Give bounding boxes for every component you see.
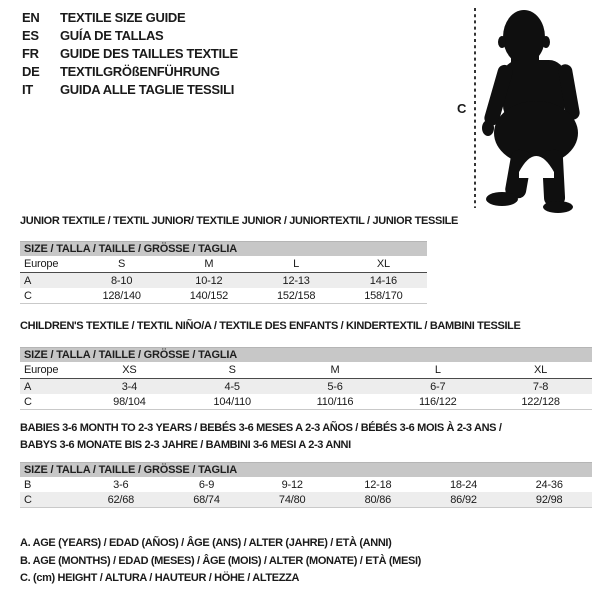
footnote-line: A. AGE (YEARS) / EDAD (AÑOS) / ÂGE (ANS) / ALTER (JAHRE) / ETÀ (ANNI) <box>20 537 392 549</box>
language-row <box>22 80 238 98</box>
junior-textile-section <box>20 213 458 304</box>
table-cell: M <box>204 258 214 270</box>
table-cell: 128/140 <box>102 289 141 302</box>
table-cell: 12-18 <box>364 478 392 491</box>
table-cell: 74/80 <box>278 493 306 506</box>
row-label: B <box>24 478 32 491</box>
table-cell: 122/128 <box>521 395 560 408</box>
table-cell: L <box>434 364 441 376</box>
table-row <box>20 394 592 410</box>
size-header: SIZE / TALLA / TAILLE / GRÖSSE / TAGLIA <box>20 241 427 256</box>
table-cell: 116/122 <box>419 395 457 408</box>
table-title <box>20 318 592 335</box>
table-cell: 3-6 <box>113 478 129 491</box>
row-label: A <box>24 274 32 287</box>
table-row <box>20 256 427 273</box>
baby-foot-right <box>543 201 573 213</box>
table-cell: 6-9 <box>198 478 215 491</box>
language-row <box>22 62 238 80</box>
table-body <box>20 362 592 410</box>
table-cell: 104/110 <box>213 395 251 408</box>
language-label: GUIDA ALLE TAGLIE TESSILI <box>60 81 235 97</box>
footnotes <box>20 535 421 588</box>
row-label: Europe <box>24 258 59 270</box>
table-cell: 9-12 <box>281 478 303 491</box>
table-cell: 3-4 <box>121 380 138 393</box>
babies-textile-section <box>20 420 592 508</box>
table-title-line: BABIES 3-6 MONTH TO 2-3 YEARS / BEBÉS 3-6 MESES A 2-3 AÑOS / BÉBÉS 3-6 MOIS À 2-3 ANS / <box>20 422 502 434</box>
table-cell: 24-36 <box>535 478 563 491</box>
row-label: Europe <box>24 364 59 376</box>
size-figure <box>455 0 600 215</box>
language-code: EN <box>22 9 40 25</box>
table-cell: XL <box>376 258 390 270</box>
table-cell: 86/92 <box>450 493 477 506</box>
language-code: IT <box>22 81 33 97</box>
language-list <box>22 8 238 98</box>
baby-silhouette <box>455 0 600 215</box>
table-row <box>20 379 592 394</box>
table-row <box>20 288 427 304</box>
language-label: TEXTILE SIZE GUIDE <box>60 9 186 25</box>
table-cell: 68/74 <box>193 493 220 506</box>
language-label: GUIDE DES TAILLES TEXTILE <box>60 45 238 61</box>
table-cell: 14-16 <box>369 274 397 287</box>
table-title-line: CHILDREN'S TEXTILE / TEXTIL NIÑO/A / TEXTILE DES ENFANTS / KINDERTEXTIL / BAMBINI TESSILE <box>20 320 521 332</box>
row-label: C <box>24 289 32 302</box>
table-body <box>20 256 427 304</box>
table-cell: 5-6 <box>327 380 343 393</box>
size-header: SIZE / TALLA / TAILLE / GRÖSSE / TAGLIA <box>20 462 592 477</box>
baby-shorts <box>494 101 578 165</box>
table-cell: 80/86 <box>364 493 392 506</box>
height-measure-label: C <box>457 101 467 116</box>
table-cell: 8-10 <box>111 274 133 287</box>
table-row <box>20 477 592 492</box>
baby-foot-left <box>486 192 518 206</box>
children-size-table <box>20 347 592 410</box>
footnote-line: C. (cm) HEIGHT / ALTURA / HAUTEUR / HÖHE / ALTEZZA <box>20 572 300 584</box>
language-label: TEXTILGRÖßENFÜHRUNG <box>60 63 220 79</box>
table-cell: 158/170 <box>364 289 403 302</box>
table-cell: 62/68 <box>107 493 135 506</box>
table-cell: L <box>293 258 300 270</box>
table-cell: XL <box>534 364 548 376</box>
table-cell: 152/158 <box>276 289 316 302</box>
table-cell: S <box>118 258 126 270</box>
table-title-line: BABYS 3-6 MONATE BIS 2-3 JAHRE / BAMBINI 3-6 MESI A 2-3 ANNI <box>20 439 351 451</box>
table-cell: 18-24 <box>449 478 478 491</box>
table-cell: 6-7 <box>430 380 446 393</box>
table-cell: 10-12 <box>195 274 223 287</box>
table-cell: 4-5 <box>224 380 240 393</box>
children-textile-section <box>20 318 592 410</box>
junior-size-table <box>20 241 427 304</box>
size-header: SIZE / TALLA / TAILLE / GRÖSSE / TAGLIA <box>20 347 592 362</box>
table-body <box>20 477 592 508</box>
row-label: C <box>24 493 32 506</box>
language-code: DE <box>22 63 40 79</box>
language-code: FR <box>22 45 39 61</box>
table-row <box>20 362 592 379</box>
table-cell: 7-8 <box>532 380 549 393</box>
language-label: GUÍA DE TALLAS <box>60 27 164 43</box>
language-row <box>22 44 238 62</box>
row-label: C <box>24 395 32 408</box>
table-title <box>20 213 458 230</box>
table-title-line: JUNIOR TEXTILE / TEXTIL JUNIOR/ TEXTILE JUNIOR / JUNIORTEXTIL / JUNIOR TESSILE <box>20 215 459 227</box>
table-cell: 140/152 <box>189 289 229 302</box>
table-cell: 92/98 <box>535 493 563 506</box>
table-cell: XS <box>122 364 137 376</box>
table-cell: S <box>228 364 236 376</box>
table-cell: 12-13 <box>282 274 310 287</box>
table-cell: M <box>330 364 340 376</box>
table-row <box>20 492 592 508</box>
row-label: A <box>24 380 32 393</box>
footnote-line: B. AGE (MONTHS) / EDAD (MESES) / ÂGE (MOIS) / ALTER (MONATE) / ETÀ (MESI) <box>20 554 421 567</box>
table-cell: 98/104 <box>113 395 146 408</box>
language-code: ES <box>22 27 39 43</box>
table-row <box>20 273 427 288</box>
table-cell: 110/116 <box>316 395 354 408</box>
table-title <box>20 420 592 454</box>
babies-size-table <box>20 462 592 508</box>
language-row <box>22 26 238 44</box>
language-row <box>22 8 238 26</box>
